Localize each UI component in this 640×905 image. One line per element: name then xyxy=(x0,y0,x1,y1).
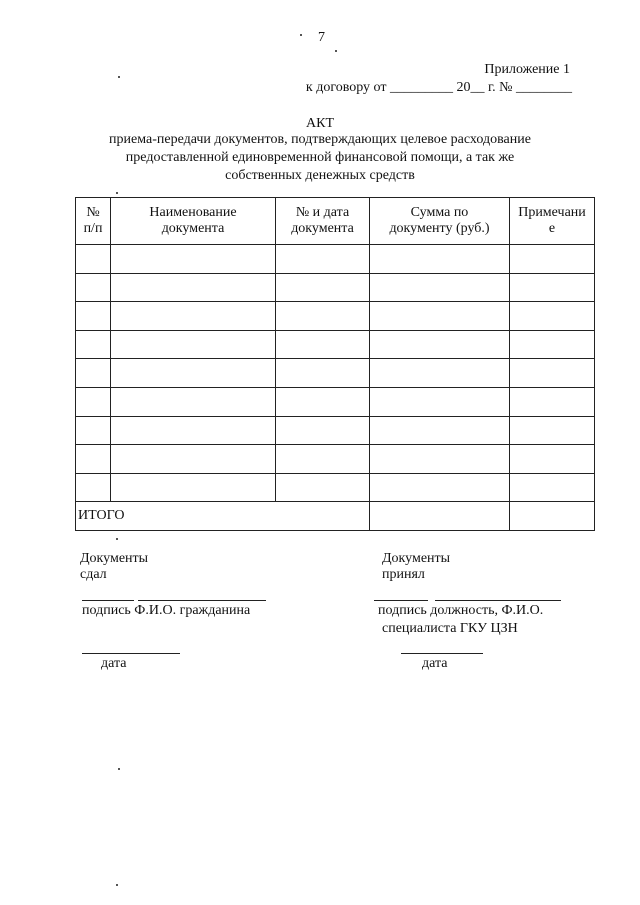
table-cell xyxy=(276,387,370,416)
table-cell xyxy=(510,245,595,274)
appendix-label: Приложение 1 xyxy=(484,62,570,77)
scan-speck xyxy=(335,50,337,52)
table-cell xyxy=(370,330,510,359)
column-header-amount xyxy=(370,198,510,245)
column-header-document-date xyxy=(276,198,370,245)
total-note-cell xyxy=(510,502,595,531)
column-header-document-name xyxy=(111,198,276,245)
subtitle-line: приема-передачи документов, подтверждающих целевое расходование xyxy=(109,132,531,147)
table-cell xyxy=(111,445,276,474)
table-row xyxy=(76,473,595,502)
scan-speck xyxy=(118,76,120,78)
table-cell xyxy=(111,473,276,502)
scan-speck xyxy=(116,538,118,540)
table-row xyxy=(76,445,595,474)
table-cell xyxy=(510,387,595,416)
total-row xyxy=(76,502,595,531)
scan-speck xyxy=(118,768,120,770)
right-signature-line1: Документы xyxy=(382,551,451,566)
table-cell xyxy=(276,302,370,331)
scan-speck xyxy=(116,884,118,886)
column-header-note xyxy=(510,198,595,245)
table-cell xyxy=(510,273,595,302)
right-date-caption: дата xyxy=(422,656,448,671)
page-number: 7 xyxy=(318,30,325,45)
table-row xyxy=(76,273,595,302)
total-label: ИТОГО xyxy=(76,502,370,531)
act-table xyxy=(75,197,595,531)
table-cell xyxy=(276,330,370,359)
table-cell xyxy=(111,416,276,445)
table-cell xyxy=(76,416,111,445)
table-cell xyxy=(111,387,276,416)
table-row xyxy=(76,416,595,445)
column-header-line: Примечани xyxy=(518,205,586,220)
table-cell xyxy=(76,473,111,502)
table-cell xyxy=(510,330,595,359)
left-signature-line1: Документы xyxy=(80,551,149,566)
table-cell xyxy=(276,416,370,445)
table-cell xyxy=(111,273,276,302)
table-header-row xyxy=(76,198,595,245)
column-header-line: № и дата xyxy=(295,205,350,220)
table-cell xyxy=(510,302,595,331)
right-signature-line2: принял xyxy=(382,567,425,582)
column-header-line: е xyxy=(548,221,556,236)
right-signature-blank xyxy=(374,600,428,601)
left-signature-line2: сдал xyxy=(80,567,107,582)
subtitle-line: предоставленной единовременной финансовой помощи, а так же xyxy=(125,150,515,165)
left-date-caption: дата xyxy=(101,656,127,671)
scan-speck xyxy=(300,34,302,36)
left-signature-blank xyxy=(82,600,134,601)
table-cell xyxy=(370,245,510,274)
table-cell xyxy=(111,359,276,388)
table-cell xyxy=(111,330,276,359)
column-header-line: п/п xyxy=(83,221,103,236)
table-cell xyxy=(76,245,111,274)
table-cell xyxy=(76,445,111,474)
subtitle-line: собственных денежных средств xyxy=(225,168,415,183)
table-row xyxy=(76,387,595,416)
table-cell xyxy=(370,445,510,474)
document-subtitle xyxy=(0,131,640,185)
table-cell xyxy=(276,473,370,502)
right-signature-caption: подпись должность, Ф.И.О. xyxy=(378,603,544,618)
table-cell xyxy=(276,273,370,302)
table-cell xyxy=(510,416,595,445)
table-row xyxy=(76,359,595,388)
table-cell xyxy=(111,302,276,331)
right-date-blank xyxy=(401,653,483,654)
table-cell xyxy=(111,245,276,274)
table-cell xyxy=(76,330,111,359)
table-cell xyxy=(370,273,510,302)
table-cell xyxy=(370,473,510,502)
act-table-body xyxy=(76,245,595,502)
table-cell xyxy=(370,387,510,416)
table-cell xyxy=(510,445,595,474)
table-cell xyxy=(370,359,510,388)
scan-speck xyxy=(116,192,118,194)
document-title: АКТ xyxy=(306,116,334,131)
table-cell xyxy=(76,273,111,302)
column-header-line: № xyxy=(86,205,100,220)
column-header-line: Наименование xyxy=(149,205,237,220)
table-cell xyxy=(510,473,595,502)
table-cell xyxy=(76,359,111,388)
table-cell xyxy=(510,359,595,388)
contract-reference: к договору от _________ 20__ г. № ________ xyxy=(305,80,572,95)
table-cell xyxy=(276,359,370,388)
left-signature-caption: подпись Ф.И.О. гражданина xyxy=(82,603,251,618)
left-date-blank xyxy=(82,653,180,654)
table-cell xyxy=(276,445,370,474)
table-row xyxy=(76,245,595,274)
right-name-blank xyxy=(435,600,561,601)
column-header-line: документа xyxy=(161,221,225,236)
total-amount-cell xyxy=(370,502,510,531)
table-row xyxy=(76,302,595,331)
table-cell xyxy=(276,245,370,274)
table-cell xyxy=(370,416,510,445)
column-header-line: документа xyxy=(291,221,354,236)
right-signature-caption-2: специалиста ГКУ ЦЗН xyxy=(382,621,518,636)
table-cell xyxy=(370,302,510,331)
column-header-number xyxy=(76,198,111,245)
table-cell xyxy=(76,302,111,331)
column-header-line: документу (руб.) xyxy=(389,221,490,236)
table-cell xyxy=(76,387,111,416)
table-row xyxy=(76,330,595,359)
column-header-line: Сумма по xyxy=(410,205,469,220)
left-name-blank xyxy=(138,600,266,601)
